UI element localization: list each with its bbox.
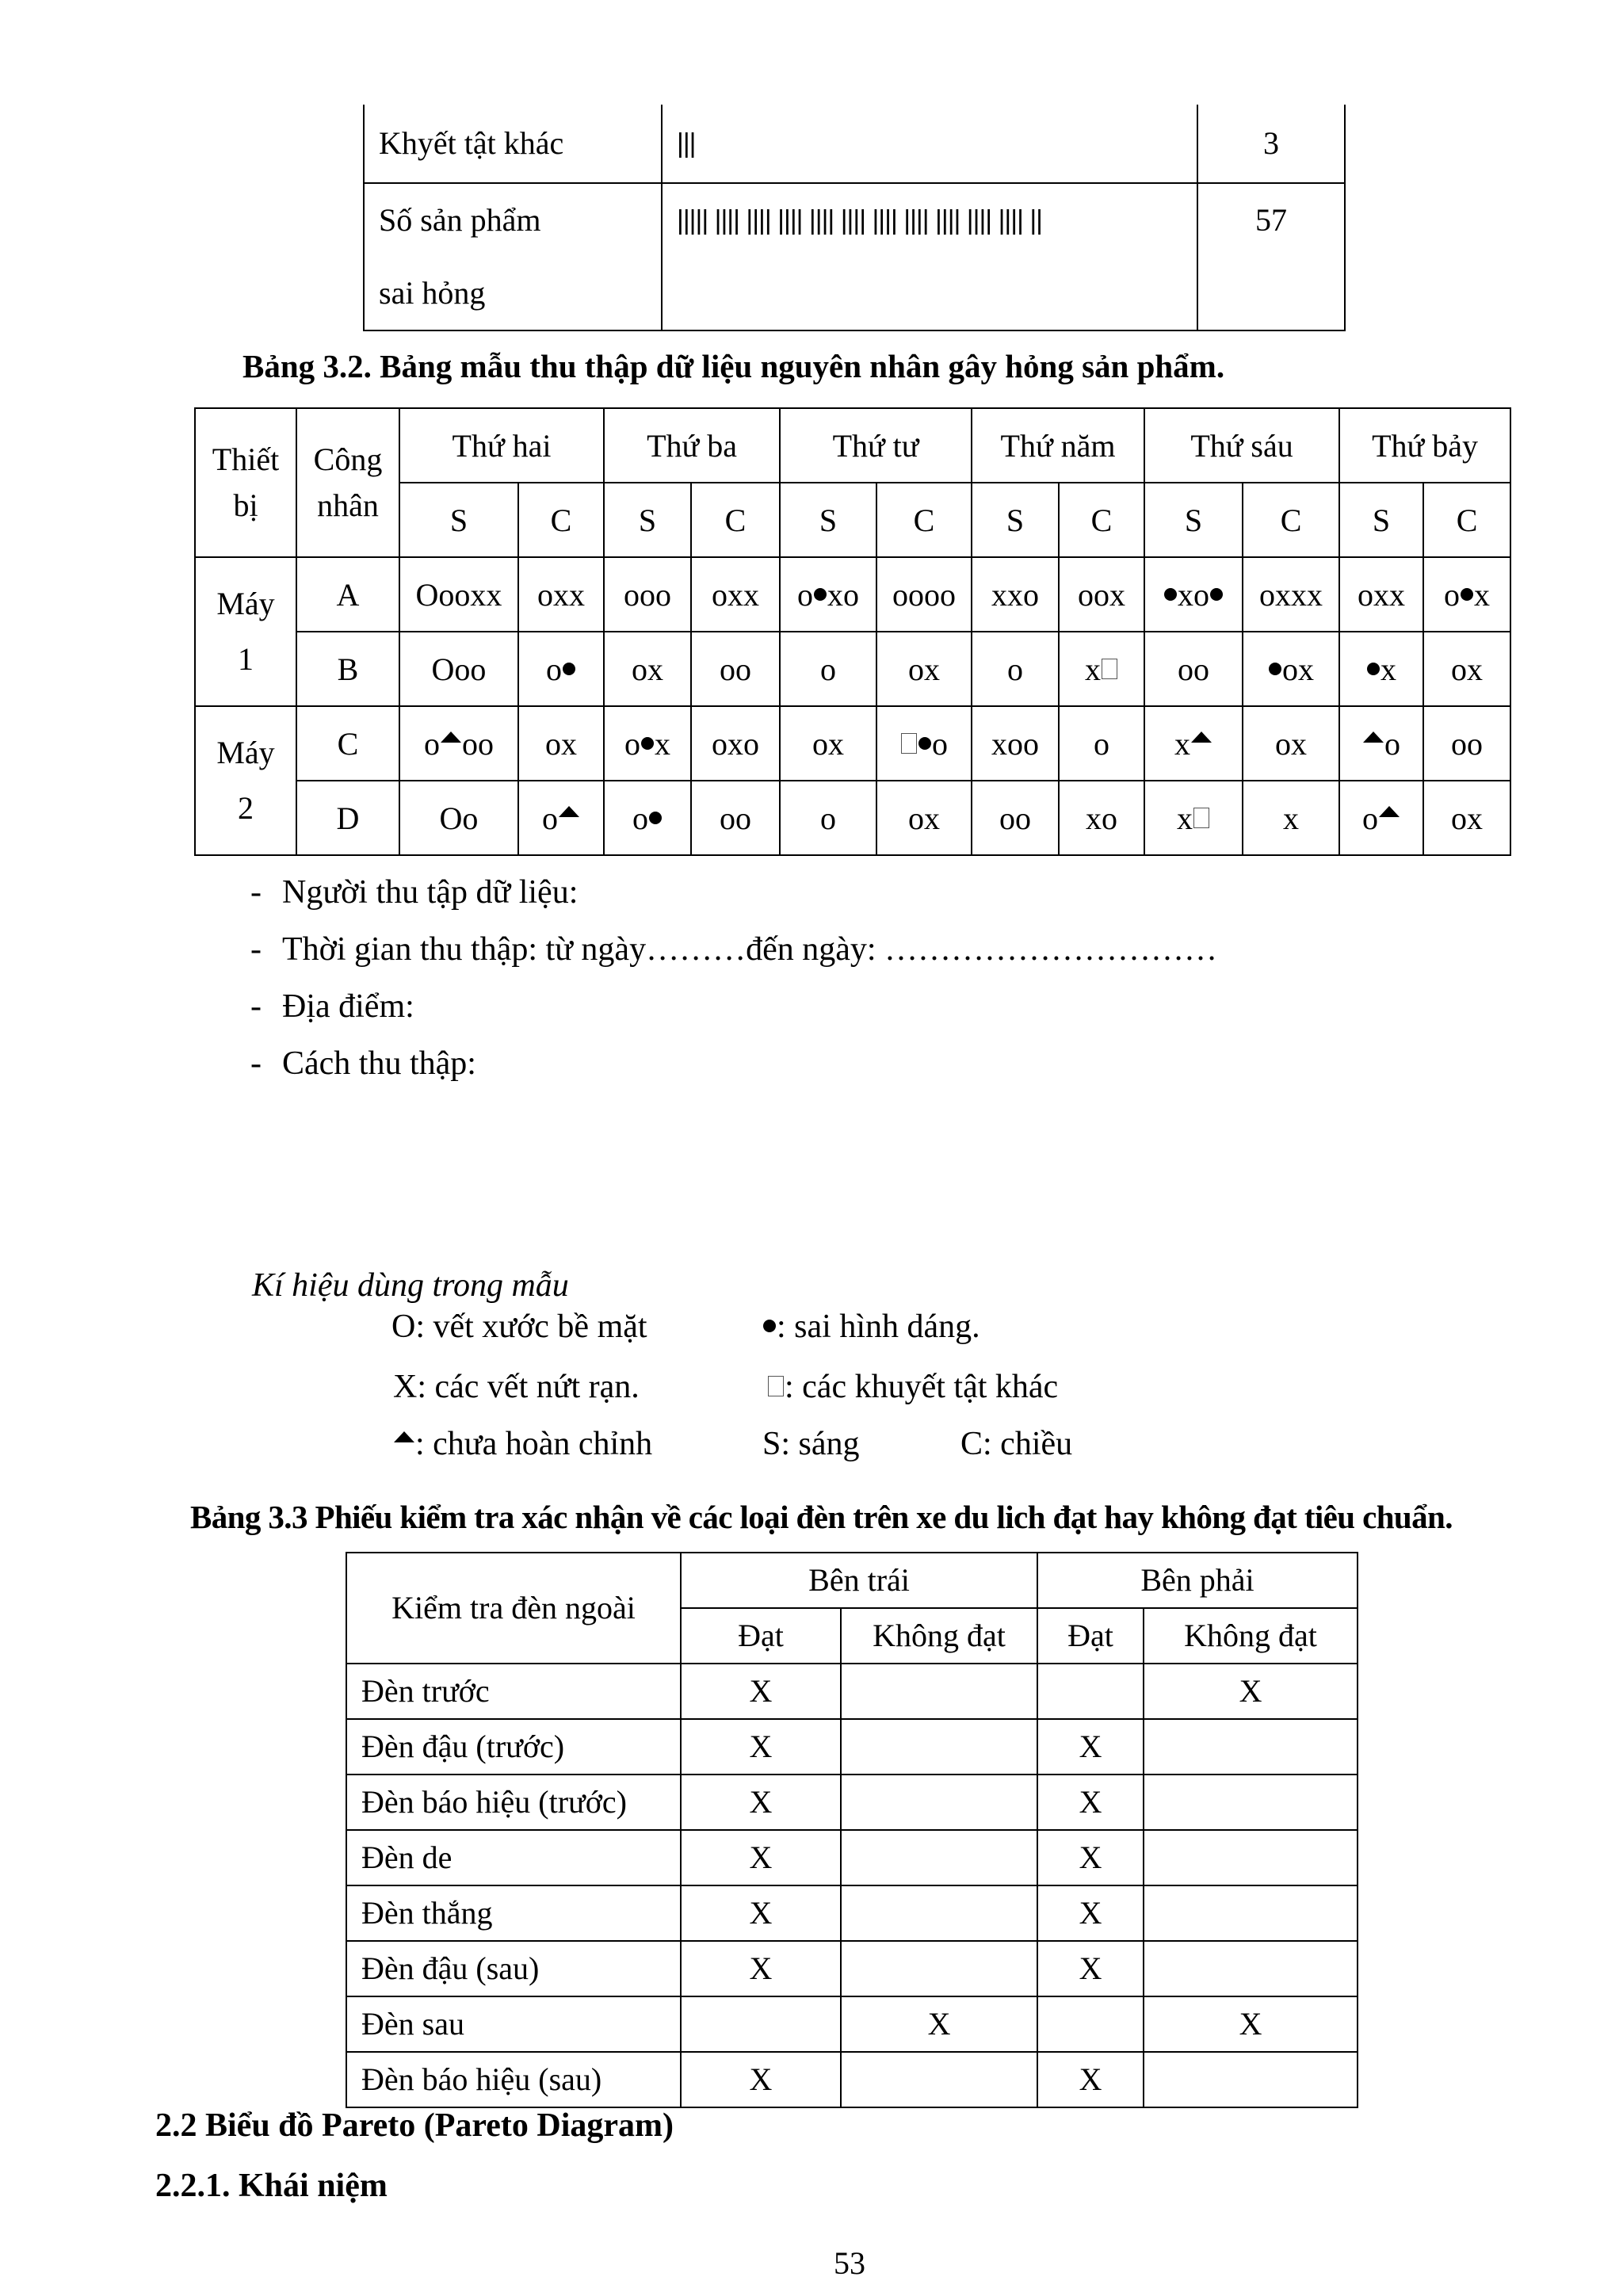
header-text: Công (313, 441, 383, 477)
triangle-icon (1363, 732, 1384, 743)
dot-icon (763, 1320, 776, 1332)
col-header-device (195, 408, 296, 557)
left-pass-cell: X (681, 1775, 841, 1830)
table-row (195, 557, 1510, 632)
header-text: bị (233, 487, 258, 523)
right-fail-cell (1144, 1941, 1358, 1996)
tally-letters: o (624, 725, 641, 762)
right-pass-cell: X (1037, 1775, 1144, 1830)
left-fail-cell: X (841, 1996, 1037, 2052)
col-header-worker (296, 408, 399, 557)
tally-letters: Oooxx (415, 576, 502, 613)
tally-cell (876, 632, 972, 706)
col-header-fail: Không đạt (1144, 1608, 1358, 1664)
tally-cell (1144, 632, 1243, 706)
tally-letters: ox (1451, 651, 1484, 687)
shift-s: S (399, 483, 518, 557)
tally-letters: ox (812, 725, 845, 762)
right-pass-cell: X (1037, 1885, 1144, 1941)
tally-letters: o (1362, 800, 1379, 836)
day-header: Thứ năm (972, 408, 1144, 483)
square-icon (1102, 659, 1117, 679)
tally-letters: o (1094, 725, 1110, 762)
left-fail-cell (841, 2052, 1037, 2107)
table-row (346, 1719, 1358, 1775)
col-header-check: Kiểm tra đèn ngoài (346, 1553, 681, 1664)
shift-c: C (691, 483, 780, 557)
lamp-name: Đèn đậu (trước) (346, 1719, 681, 1775)
legend-text: : các khuyết tật khác (785, 1369, 1059, 1405)
tally-cell (1243, 706, 1339, 781)
left-pass-cell: X (681, 1941, 841, 1996)
tally-letters: ooo (624, 576, 672, 613)
day-header: Thứ bảy (1339, 408, 1510, 483)
tally-letters: o (932, 725, 949, 762)
table-header-row (346, 1553, 1358, 1608)
tally-letters: oo (720, 800, 752, 836)
left-pass-cell: X (681, 1885, 841, 1941)
dot-icon (814, 588, 827, 601)
tally-letters: ox (1451, 800, 1484, 836)
table-row (346, 2052, 1358, 2107)
dot-icon (649, 812, 662, 824)
col-header-left: Bên trái (681, 1553, 1037, 1608)
tally-cell (518, 706, 604, 781)
left-fail-cell (841, 1941, 1037, 1996)
tally-cell (1144, 557, 1243, 632)
list-item (250, 921, 1217, 978)
lamp-name: Đèn trước (346, 1664, 681, 1719)
tally-letters: Oo (439, 800, 479, 836)
tally-cell (1059, 706, 1144, 781)
tally-letters: oooo (892, 576, 957, 613)
defect-label: Khyết tật khác (364, 105, 662, 183)
right-pass-cell: X (1037, 1719, 1144, 1775)
table-row (195, 632, 1510, 706)
left-pass-cell: X (681, 1830, 841, 1885)
tally-cell (1059, 781, 1144, 855)
list-item-text: Cách thu thập: (282, 1045, 476, 1082)
legend-x: X: các vết nứt rạn. (393, 1369, 640, 1405)
defect-label (364, 183, 662, 330)
tally-cell (1339, 706, 1423, 781)
col-header-pass: Đạt (681, 1608, 841, 1664)
tally-cell (604, 781, 691, 855)
triangle-icon (1191, 732, 1212, 743)
tally-cell (1423, 632, 1510, 706)
tally-cell (780, 706, 876, 781)
tally-cell (399, 781, 518, 855)
tally-letters: o (542, 800, 558, 836)
tally-letters: x (1283, 800, 1300, 836)
worker-label: B (296, 632, 399, 706)
tally-cell (780, 781, 876, 855)
shift-c: C (1059, 483, 1144, 557)
tally-cell (691, 632, 780, 706)
tally-cell (1339, 781, 1423, 855)
left-fail-cell (841, 1775, 1037, 1830)
dot-icon (563, 663, 575, 675)
tally-letters: ox (1275, 725, 1308, 762)
tally-cell (691, 557, 780, 632)
table-row (364, 183, 1345, 330)
tally-cell (604, 706, 691, 781)
lamp-name: Đèn de (346, 1830, 681, 1885)
tally-cell (1423, 706, 1510, 781)
bullet-dash: - (250, 874, 262, 911)
table-row (195, 706, 1510, 781)
tally-letters: oxx (537, 576, 585, 613)
shift-s: S (1339, 483, 1423, 557)
left-pass-cell: X (681, 2052, 841, 2107)
day-header: Thứ hai (399, 408, 604, 483)
tally-cell (1423, 557, 1510, 632)
dot-icon (918, 737, 931, 750)
tally-cell (876, 557, 972, 632)
tally-cell (876, 781, 972, 855)
right-fail-cell: X (1144, 1664, 1358, 1719)
lamp-name: Đèn báo hiệu (sau) (346, 2052, 681, 2107)
left-pass-cell: X (681, 1664, 841, 1719)
square-icon (901, 733, 917, 754)
table-3-2 (194, 407, 1511, 856)
tally-letters: ox (545, 725, 577, 762)
legend-o: O: vết xước bề mặt (391, 1308, 647, 1345)
table-3-3 (346, 1552, 1358, 2108)
machine-label (195, 706, 296, 855)
table-row (346, 1996, 1358, 2052)
section-heading-2-2: 2.2 Biểu đồ Pareto (Pareto Diagram) (155, 2107, 674, 2144)
table-row (346, 1885, 1358, 1941)
lamp-name: Đèn báo hiệu (trước) (346, 1775, 681, 1830)
tally-cell (691, 706, 780, 781)
tally-letters: o (424, 725, 440, 762)
table-row (346, 1664, 1358, 1719)
tally-cell (399, 706, 518, 781)
machine-text: Máy (216, 735, 275, 770)
tally-letters: oxx (712, 576, 760, 613)
tally-letters: x (1474, 576, 1491, 613)
table-row (346, 1830, 1358, 1885)
right-fail-cell (1144, 1719, 1358, 1775)
tally-cell (876, 706, 972, 781)
tally-cell (1144, 706, 1243, 781)
dot-icon (1461, 588, 1473, 601)
left-fail-cell (841, 1885, 1037, 1941)
defect-label-line1: Số sản phẩm (379, 202, 541, 238)
tally-letters: oxx (1358, 576, 1406, 613)
tally-letters: xxo (991, 576, 1040, 613)
triangle-icon (394, 1431, 414, 1442)
left-fail-cell (841, 1719, 1037, 1775)
tally-cell (518, 781, 604, 855)
legend-c: C: chiều (960, 1426, 1073, 1462)
right-fail-cell (1144, 1830, 1358, 1885)
bullet-dash: - (250, 1045, 262, 1082)
table-caption-3-3: Bảng 3.3 Phiếu kiểm tra xác nhận về các loại đèn trên xe du lich đạt hay không đạt tiêu chuẩn. (190, 1499, 1453, 1535)
tally-letters: x (1177, 800, 1193, 836)
right-fail-cell: X (1144, 1996, 1358, 2052)
tally-letters: x (1381, 651, 1397, 687)
list-item-text: Người thu tập dữ liệu: (282, 874, 579, 911)
tally-cell (399, 632, 518, 706)
day-header: Thứ sáu (1144, 408, 1339, 483)
tally-cell (518, 632, 604, 706)
tally-cell (972, 632, 1059, 706)
tally-letters: o (546, 651, 562, 687)
square-icon (1193, 808, 1209, 828)
worker-label: D (296, 781, 399, 855)
day-header: Thứ tư (780, 408, 972, 483)
col-header-right: Bên phải (1037, 1553, 1358, 1608)
tally-letters: o (820, 651, 837, 687)
tally-letters: o (797, 576, 814, 613)
tally-letters: xo (1086, 800, 1118, 836)
list-item-text: Địa điểm: (282, 988, 414, 1025)
lamp-name: Đèn sau (346, 1996, 681, 2052)
triangle-icon (441, 732, 461, 743)
tally-cell (604, 557, 691, 632)
list-item (250, 1035, 1217, 1092)
col-header-fail: Không đạt (841, 1608, 1037, 1664)
tally-letters: xo (827, 576, 860, 613)
tally-cell (972, 781, 1059, 855)
right-pass-cell: X (1037, 1941, 1144, 1996)
tally-letters: Ooo (431, 651, 487, 687)
shift-s: S (604, 483, 691, 557)
collection-info-list (250, 864, 1217, 1092)
right-pass-cell: X (1037, 2052, 1144, 2107)
legend-title: Kí hiệu dùng trong mẫu (252, 1267, 569, 1304)
square-icon (768, 1376, 784, 1396)
col-header-pass: Đạt (1037, 1608, 1144, 1664)
tally-cell (1059, 632, 1144, 706)
tally-cell (691, 781, 780, 855)
right-pass-cell (1037, 1996, 1144, 2052)
tally-letters: oox (1078, 576, 1126, 613)
lamp-name: Đèn thắng (346, 1885, 681, 1941)
list-item (250, 978, 1217, 1035)
dot-icon (1269, 663, 1281, 675)
tally-cell (780, 632, 876, 706)
triangle-icon (559, 806, 579, 817)
shift-c: C (1423, 483, 1510, 557)
table-row (364, 105, 1345, 183)
list-item-text: Thời gian thu thập: từ ngày………đến ngày: ………………………… (282, 931, 1218, 968)
legend-text: : sai hình dáng. (777, 1308, 980, 1345)
tally-cell (972, 557, 1059, 632)
tally-letters: o (1384, 725, 1401, 762)
right-fail-cell (1144, 1775, 1358, 1830)
lamp-name: Đèn đậu (sau) (346, 1941, 681, 1996)
tally-cell (1243, 781, 1339, 855)
machine-label (195, 557, 296, 706)
shift-s: S (780, 483, 876, 557)
left-fail-cell (841, 1664, 1037, 1719)
tally-letters: xo (1178, 576, 1210, 613)
triangle-icon (1379, 806, 1400, 817)
section-heading-2-2-1: 2.2.1. Khái niệm (155, 2168, 388, 2204)
tally-letters: oo (1451, 725, 1484, 762)
tally-cell (604, 632, 691, 706)
tally-cell (1423, 781, 1510, 855)
tally-cell (1243, 632, 1339, 706)
shift-s: S (1144, 483, 1243, 557)
tally-cell (1339, 557, 1423, 632)
table-header-row (195, 408, 1510, 483)
defect-count: 3 (1197, 105, 1345, 183)
tally-marks: ||||| |||| |||| |||| |||| |||| |||| |||| |||| |||| |||| || (662, 183, 1197, 330)
tally-cell (1243, 557, 1339, 632)
shift-c: C (876, 483, 972, 557)
tally-letters: xoo (991, 725, 1040, 762)
tally-cell (1339, 632, 1423, 706)
tally-cell (518, 557, 604, 632)
tally-letters: oo (462, 725, 494, 762)
table-row (346, 1941, 1358, 1996)
dot-icon (1164, 588, 1177, 601)
dot-icon (641, 737, 654, 750)
legend-s: S: sáng (762, 1426, 860, 1462)
dot-icon (1210, 588, 1223, 601)
right-fail-cell (1144, 2052, 1358, 2107)
tally-cell (972, 706, 1059, 781)
right-pass-cell: X (1037, 1830, 1144, 1885)
tally-letters: oo (720, 651, 752, 687)
tally-letters: ox (908, 651, 941, 687)
tally-letters: oxxx (1259, 576, 1323, 613)
defect-count: 57 (1197, 183, 1345, 330)
tally-cell (780, 557, 876, 632)
table-row (346, 1775, 1358, 1830)
tally-letters: x (655, 725, 671, 762)
tally-letters: o (1444, 576, 1461, 613)
tally-letters: o (632, 800, 649, 836)
tally-cell (1059, 557, 1144, 632)
tally-letters: x (1085, 651, 1102, 687)
right-fail-cell (1144, 1885, 1358, 1941)
tally-letters: x (1174, 725, 1191, 762)
tally-cell (399, 557, 518, 632)
list-item (250, 864, 1217, 921)
tally-letters: ox (908, 800, 941, 836)
legend-text: : chưa hoàn chỉnh (415, 1426, 653, 1462)
day-header: Thứ ba (604, 408, 780, 483)
shift-c: C (518, 483, 604, 557)
header-text: Thiết (212, 441, 280, 477)
page-number: 53 (834, 2245, 865, 2281)
tally-letters: ox (632, 651, 664, 687)
bullet-dash: - (250, 931, 262, 968)
tally-cell (1144, 781, 1243, 855)
defect-label-line2: sai hỏng (379, 275, 486, 311)
legend-box (767, 1368, 1058, 1406)
tally-marks: ||| (662, 105, 1197, 183)
tally-letters: oo (999, 800, 1032, 836)
right-pass-cell (1037, 1664, 1144, 1719)
tally-letters: oxo (712, 725, 760, 762)
tally-letters: ox (1282, 651, 1315, 687)
table-3-1-fragment (363, 105, 1346, 331)
machine-text: 2 (238, 790, 254, 826)
table-row (195, 781, 1510, 855)
header-text: nhân (317, 487, 379, 523)
shift-c: C (1243, 483, 1339, 557)
left-fail-cell (841, 1830, 1037, 1885)
tally-letters: o (820, 800, 837, 836)
left-pass-cell: X (681, 1719, 841, 1775)
bullet-dash: - (250, 988, 262, 1025)
machine-text: Máy (216, 586, 275, 621)
shift-s: S (972, 483, 1059, 557)
table-caption-3-2: Bảng 3.2. Bảng mẫu thu thập dữ liệu nguyên nhân gây hỏng sản phẩm. (242, 348, 1225, 384)
dot-icon (1367, 663, 1380, 675)
tally-letters: oo (1178, 651, 1210, 687)
worker-label: C (296, 706, 399, 781)
legend-dot (762, 1308, 980, 1346)
left-pass-cell (681, 1996, 841, 2052)
tally-letters: o (1007, 651, 1024, 687)
legend-tri (393, 1425, 652, 1463)
machine-text: 1 (238, 641, 254, 677)
worker-label: A (296, 557, 399, 632)
